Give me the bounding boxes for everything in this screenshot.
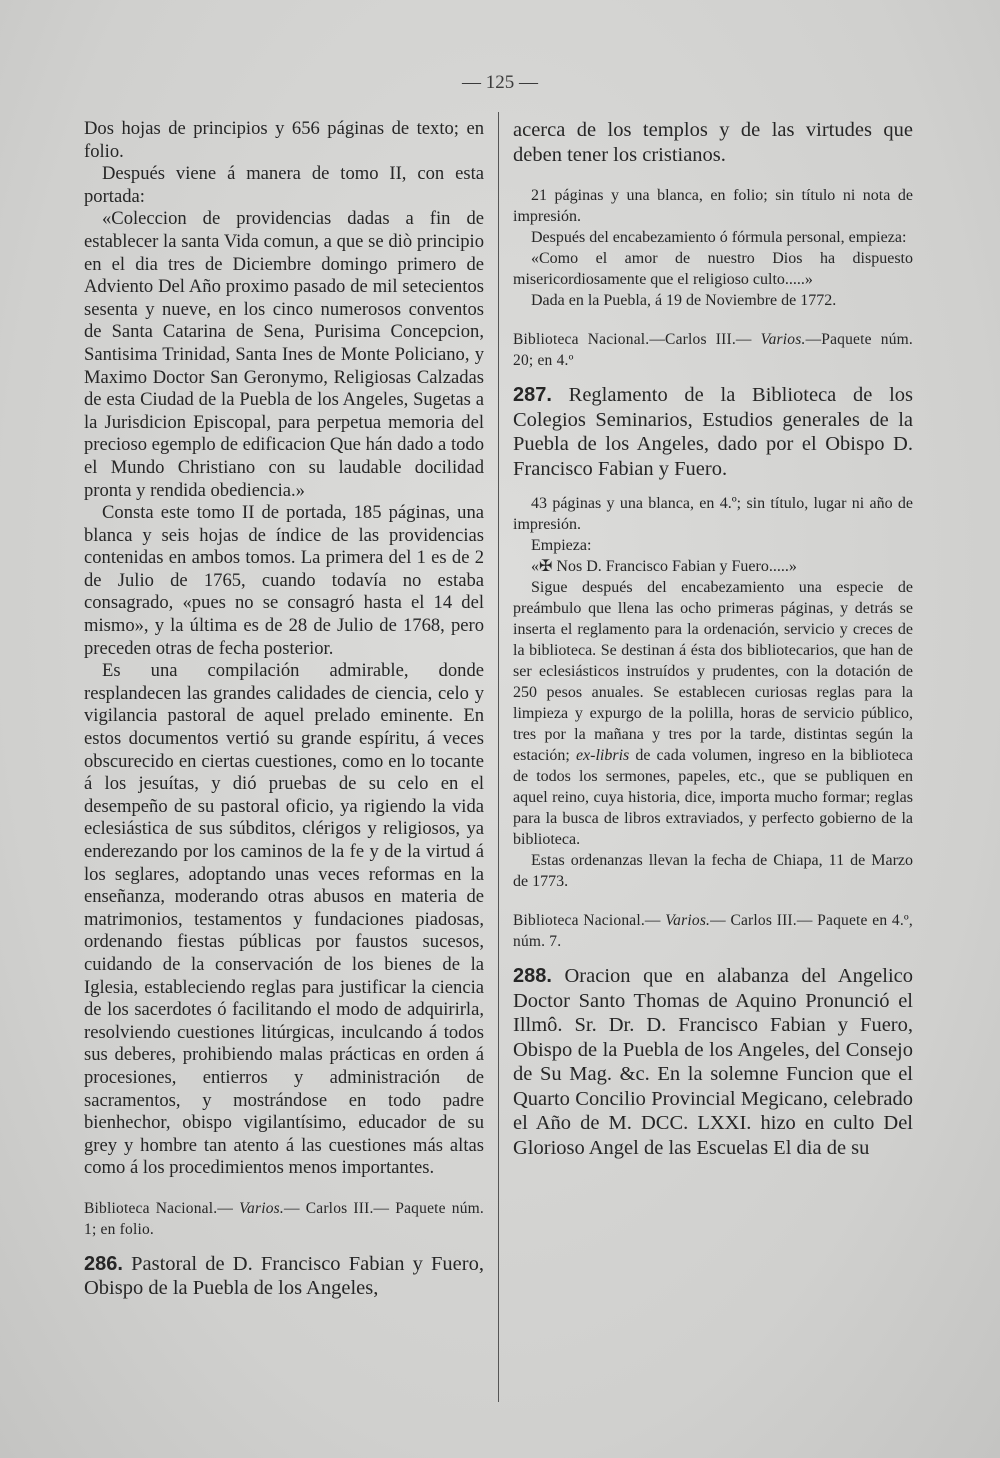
entry-number: 287. — [513, 384, 552, 406]
page-number: — 125 — — [462, 72, 538, 93]
entry-286: 286. Pastoral de D. Francisco Fabian y Fuero, Obispo de la Puebla de los Angeles, — [84, 1252, 484, 1300]
column-divider — [498, 112, 499, 1402]
entry-continuation: acerca de los templos y de las virtudes que deben tener los cristianos. — [513, 119, 913, 166]
left-column — [84, 118, 484, 1301]
entry-notes — [513, 493, 913, 892]
right-column — [513, 118, 913, 1160]
paragraph: «✠ Nos D. Francisco Fabian y Fuero.....» — [531, 558, 797, 575]
paragraph: Estas ordenanzas llevan la fecha de Chiapa, 11 de Marzo de 1773. — [513, 852, 913, 890]
paragraph: Después del encabezamiento ó fórmula personal, empieza: — [531, 229, 907, 246]
library-reference: Biblioteca Nacional.— Varios.— Carlos III.— Paquete núm. 1; en folio. — [84, 1199, 484, 1238]
paragraph: Empieza: — [531, 537, 592, 554]
quoted-title: «Coleccion de providencias dadas a fin de establecer la santa Vida comun, a que se diò principio en el dia tres de Diciembre domingo primero de Adviento Del Año proximo pasado de mil setecientos sesenta y nueve, en los cinco numerosos conventos de Santa Catarina de Sena, Purisima Concepcion, Santisima Trinidad, Santa Ines de Monte Policiano, y Maximo Doctor San Geronymo, Religiosas Calzadas de esta Ciudad de la Puebla de los Angeles, Sugetas a la Jurisdicion Episcopal, para perpetua memoria del precioso egemplo de edificacion Que hán dado a todo el Mundo Christiano con su laudable docilidad pronta y rendida obediencia.» — [84, 208, 484, 501]
paragraph: Es una compilación admirable, donde resplandecen las grandes calidades de ciencia, celo y vigilancia pastoral de aquel prelado eminente. En estos documentos vertió su grande espíritu, á veces obscurecido en ciertas cuestiones, como en lo tocante á los jesuítas, y dió pruebas de su celo en el desempeño de su pastoral oficio, ya rigiendo la vida eclesiástica de sus súbditos, clérigos y religiosos, ya enderezando por los caminos de la fe y de la virtud á los seglares, adoptando unas veces reformas en la enseñanza, moderando otras abusos en materia de matrimonios, testamentos y fundaciones piadosas, ordenando fiestas públicas por faustos sucesos, cuidando de la conservación de los bienes de la Iglesia, estableciendo reglas para justificar la ciencia de los sacerdotes ó facilitando el modo de adquirirla, resolviendo cuestiones litúrgicas, inculcando á todos sus deberes, prohibiendo malas prácticas en orden á procesiones, entierros y administración de sacramentos, y mostrándose en todo padre bienhechor, obispo vigilantísimo, educador de su grey y hombre tan atento á las cuestiones más altas como á los procedimientos menos importantes. — [84, 660, 484, 1179]
paragraph: Después viene á manera de tomo II, con esta portada: — [84, 163, 484, 207]
paragraph: Sigue después del encabezamiento una especie de preámbulo que llena las ocho primeras páginas, y detrás se inserta el reglamento para la ordenación, servicio y creces de la biblioteca. Se destinan á ésta dos bibliotecarios, que han de ser eclesiásticos instruídos y prudentes, con la dotación de 250 pesos anuales. Se establecen curiosas reglas para la limpieza y expurgo de la polilla, horas de servicio público, tres por la mañana y tres por la tarde, distintas según la estación; ex-libris de cada volumen, ingreso en la biblioteca de todos los sermones, papeles, etc., que se publiquen en aquel reino, cuya historia, dice, importa mucho formar; reglas para la busca de libros extraviados, y perfecto gobierno de la biblioteca. — [513, 579, 913, 848]
entry-notes — [513, 185, 913, 311]
entry-288: 288. Oracion que en alabanza del Angelico Doctor Santo Thomas de Aquino Pronunció el Illmô. Sr. Dr. D. Francisco Fabian y Fuero, Obispo de la Puebla de los Angeles, del Consejo de Su Mag. &c. En la solemne Funcion que el Quarto Concilio Provincial Megicano, celebrado el Año de M. DCC. LXXI. hizo en culto Del Glorioso Angel de las Escuelas El dia de su — [513, 965, 913, 1159]
paragraph: Dada en la Puebla, á 19 de Noviembre de 1772. — [531, 292, 837, 309]
paragraph: 43 páginas y una blanca, en 4.º; sin título, lugar ni año de impresión. — [513, 495, 913, 533]
library-reference: Biblioteca Nacional.— Varios.— Carlos III.— Paquete en 4.º, núm. 7. — [513, 912, 913, 950]
entry-287: 287. Reglamento de la Biblioteca de los Colegios Seminarios, Estudios generales de la Puebla de los Angeles, dado por el Obispo D. Francisco Fabian y Fuero. — [513, 384, 913, 480]
paragraph: Consta este tomo II de portada, 185 páginas, una blanca y seis hojas de índice de las providencias contenidas en ambos tomos. La primera del 1 es de 2 de Julio de 1765, cuando todavía no estaba consagrado, «pues no se consagró hasta el 14 del mismo», y la última es de 28 de Julio de 1768, pero preceden otras de fecha posterior. — [84, 502, 484, 659]
paragraph: «Como el amor de nuestro Dios ha dispuesto misericordiosamente que el religioso culto.....» — [513, 250, 913, 288]
library-reference: Biblioteca Nacional.—Carlos III.— Varios.—Paquete núm. 20; en 4.º — [513, 331, 913, 369]
entry-number: 286. — [84, 1252, 123, 1275]
paragraph: 21 páginas y una blanca, en folio; sin título ni nota de impresión. — [513, 187, 913, 225]
paragraph: Dos hojas de principios y 656 páginas de texto; en folio. — [84, 118, 484, 162]
entry-number: 288. — [513, 965, 552, 987]
